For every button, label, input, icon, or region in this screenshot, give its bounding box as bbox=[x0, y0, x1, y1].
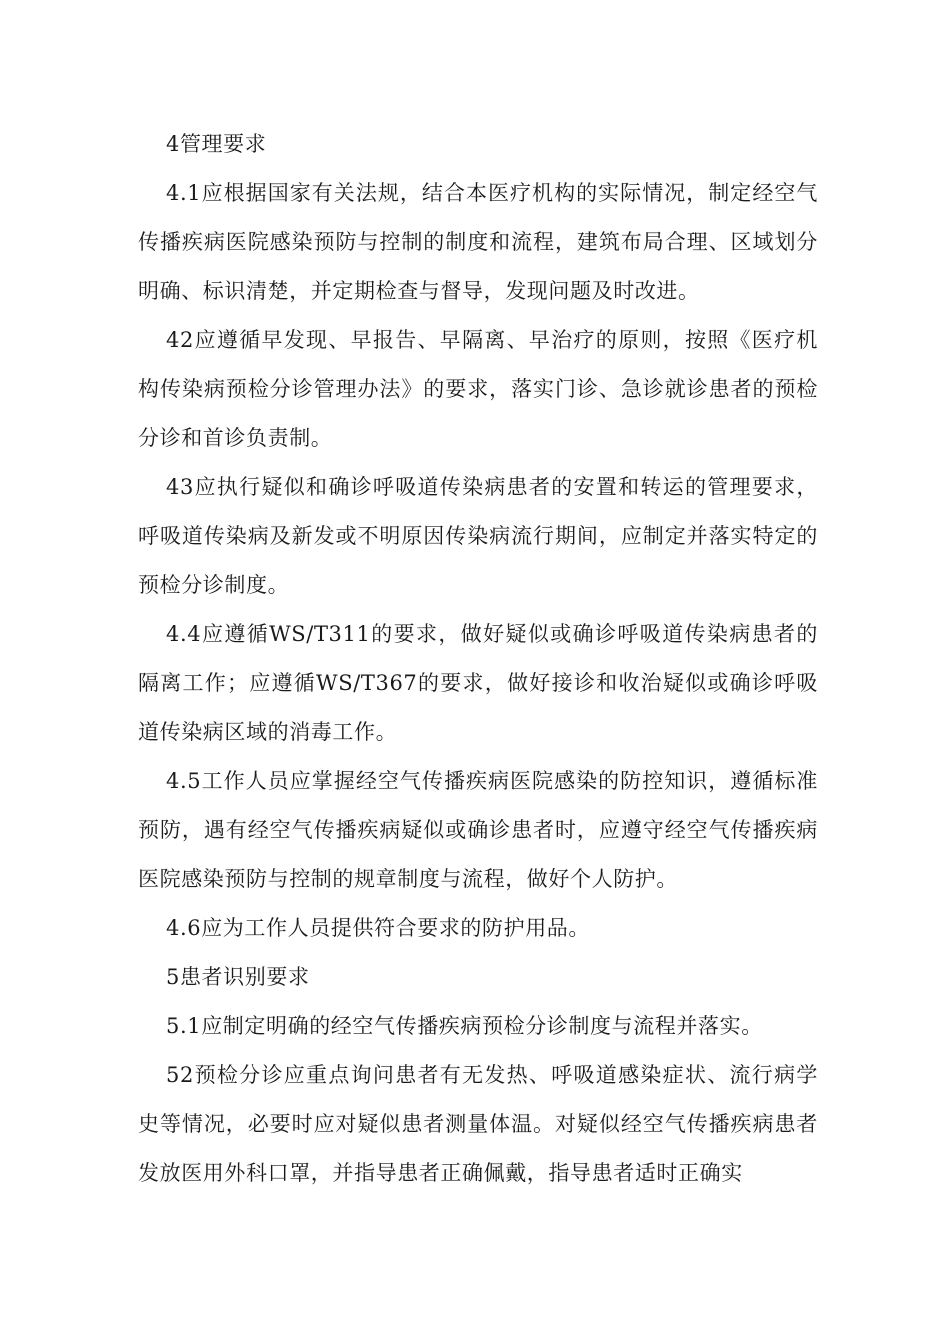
paragraph-4-4: 4.4应遵循WS/T311的要求，做好疑似或确诊呼吸道传染病患者的隔离工作；应遵循WS/T367的要求，做好接诊和收治疑似或确诊呼吸道传染病区域的消毒工作。 bbox=[138, 622, 818, 744]
section-heading-5: 5患者识别要求 bbox=[166, 965, 310, 989]
paragraph-4-6: 4.6应为工作人员提供符合要求的防护用品。 bbox=[166, 916, 590, 940]
paragraph-5-1: 5.1应制定明确的经空气传播疾病预检分诊制度与流程并落实。 bbox=[166, 1014, 763, 1038]
section-heading-4: 4管理要求 bbox=[166, 132, 267, 156]
paragraph-4-5: 4.5工作人员应掌握经空气传播疾病医院感染的防控知识，遵循标准预防，遇有经空气传播疾病疑似或确诊患者时，应遵守经空气传播疾病医院感染预防与控制的规章制度与流程，做好个人防护。 bbox=[138, 769, 818, 891]
paragraph-5-2: 52预检分诊应重点询问患者有无发热、呼吸道感染症状、流行病学史等情况，必要时应对疑似患者测量体温。对疑似经空气传播疾病患者发放医用外科口罩，并指导患者正确佩戴，指导患者适时正确实 bbox=[138, 1063, 818, 1185]
paragraph-4-1: 4.1应根据国家有关法规，结合本医疗机构的实际情况，制定经空气传播疾病医院感染预防与控制的制度和流程，建筑布局合理、区域划分明确、标识清楚，并定期检查与督导，发现问题及时改进。 bbox=[138, 181, 818, 303]
paragraph-4-2: 42应遵循早发现、早报告、早隔离、早治疗的原则，按照《医疗机构传染病预检分诊管理办法》的要求，落实门诊、急诊就诊患者的预检分诊和首诊负责制。 bbox=[138, 328, 818, 450]
document-body bbox=[138, 120, 818, 1198]
paragraph-4-3: 43应执行疑似和确诊呼吸道传染病患者的安置和转运的管理要求，呼吸道传染病及新发或不明原因传染病流行期间，应制定并落实特定的预检分诊制度。 bbox=[138, 475, 818, 597]
